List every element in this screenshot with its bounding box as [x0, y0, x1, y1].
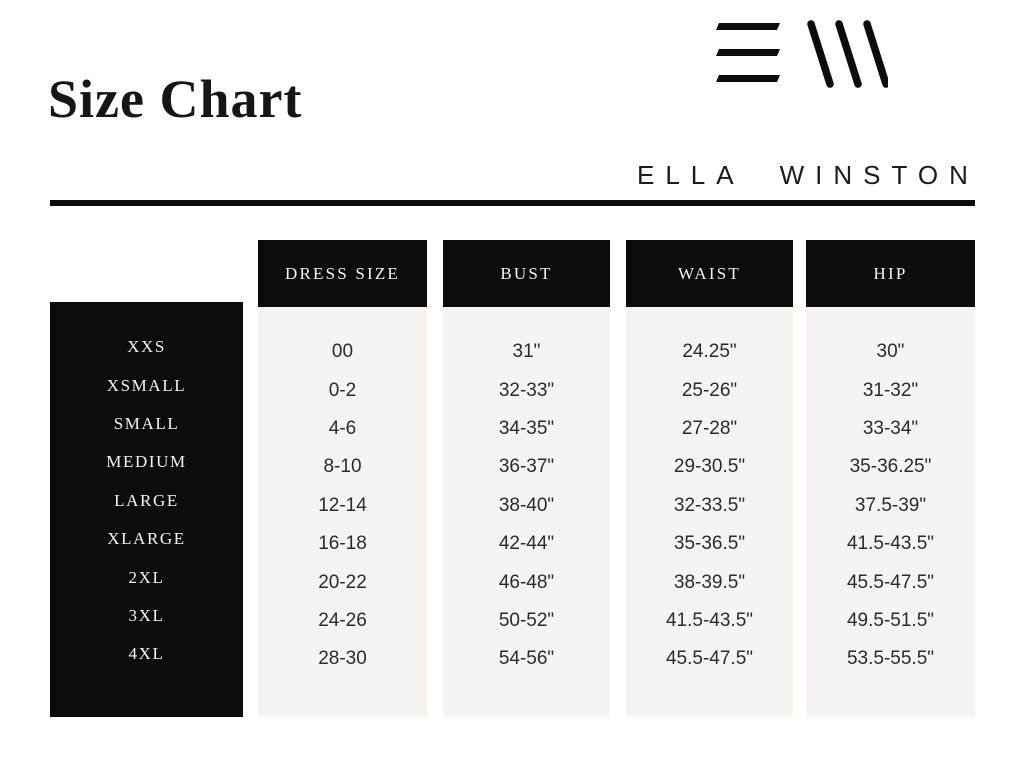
table-cell-value: 45.5-47.5": [665, 648, 754, 670]
size-row-label: 4XL: [128, 644, 165, 664]
table-cell-value: 32-33.5": [673, 494, 746, 516]
table-cell-value: 38-40": [498, 494, 555, 516]
column-bust: [443, 240, 610, 717]
column-header: HIP: [806, 240, 975, 307]
size-row-label: XXS: [127, 337, 166, 357]
size-row-label: LARGE: [114, 490, 179, 510]
table-cell-value: 4-6: [328, 417, 357, 439]
table-cell-value: 8-10: [323, 456, 362, 478]
size-row-label: 3XL: [128, 605, 165, 625]
column-values: [443, 307, 610, 717]
column-header: DRESS SIZE: [258, 240, 427, 307]
table-cell-value: 12-14: [318, 494, 367, 516]
table-cell-value: 35-36.5": [673, 533, 746, 555]
size-row-label: 2XL: [128, 567, 165, 587]
table-cell-value: 24.25": [682, 341, 737, 363]
table-cell-value: 30": [876, 341, 905, 363]
table-cell-value: 24-26: [318, 609, 367, 631]
table-cell-value: 29-30.5": [673, 456, 746, 478]
table-cell-value: 45.5-47.5": [846, 571, 935, 593]
table-cell-value: 50-52": [498, 609, 555, 631]
column-hip: [806, 240, 975, 717]
column-header: WAIST: [626, 240, 793, 307]
table-cell-value: 37.5-39": [854, 494, 927, 516]
table-cell-value: 31": [512, 341, 541, 363]
table-cell-value: 34-35": [498, 417, 555, 439]
size-labels-column: [50, 302, 243, 717]
table-cell-value: 35-36.25": [849, 456, 932, 478]
table-cell-value: 41.5-43.5": [846, 533, 935, 555]
table-cell-value: 38-39.5": [673, 571, 746, 593]
ew-monogram-icon: [716, 20, 888, 88]
size-row-label: SMALL: [113, 413, 180, 433]
size-row-label: XSMALL: [106, 375, 187, 395]
table-cell-value: 36-37": [498, 456, 555, 478]
table-cell-value: 28-30: [318, 648, 367, 670]
table-cell-value: 32-33": [498, 379, 555, 401]
page-title: Size Chart: [48, 69, 303, 129]
table-cell-value: 20-22: [318, 571, 367, 593]
size-row-label: MEDIUM: [106, 452, 187, 472]
column-dress-size: [258, 240, 427, 717]
table-cell-value: 16-18: [318, 533, 367, 555]
table-cell-value: 25-26": [681, 379, 738, 401]
table-cell-value: 0-2: [328, 379, 357, 401]
table-cell-value: 42-44": [498, 533, 555, 555]
table-cell-value: 53.5-55.5": [846, 648, 935, 670]
column-header: BUST: [443, 240, 610, 307]
divider-rule: [50, 200, 975, 206]
column-values: [258, 307, 427, 717]
table-cell-value: 41.5-43.5": [665, 609, 754, 631]
column-waist: [626, 240, 793, 717]
table-cell-value: 54-56": [498, 648, 555, 670]
table-cell-value: 46-48": [498, 571, 555, 593]
column-values: [806, 307, 975, 717]
table-cell-value: 00: [331, 341, 354, 363]
table-cell-value: 31-32": [862, 379, 919, 401]
table-cell-value: 49.5-51.5": [846, 609, 935, 631]
table-cell-value: 33-34": [862, 417, 919, 439]
column-values: [626, 307, 793, 717]
table-cell-value: 27-28": [681, 417, 738, 439]
size-row-label: XLARGE: [107, 529, 186, 549]
brand-name: ELLA WINSTON: [637, 160, 979, 190]
